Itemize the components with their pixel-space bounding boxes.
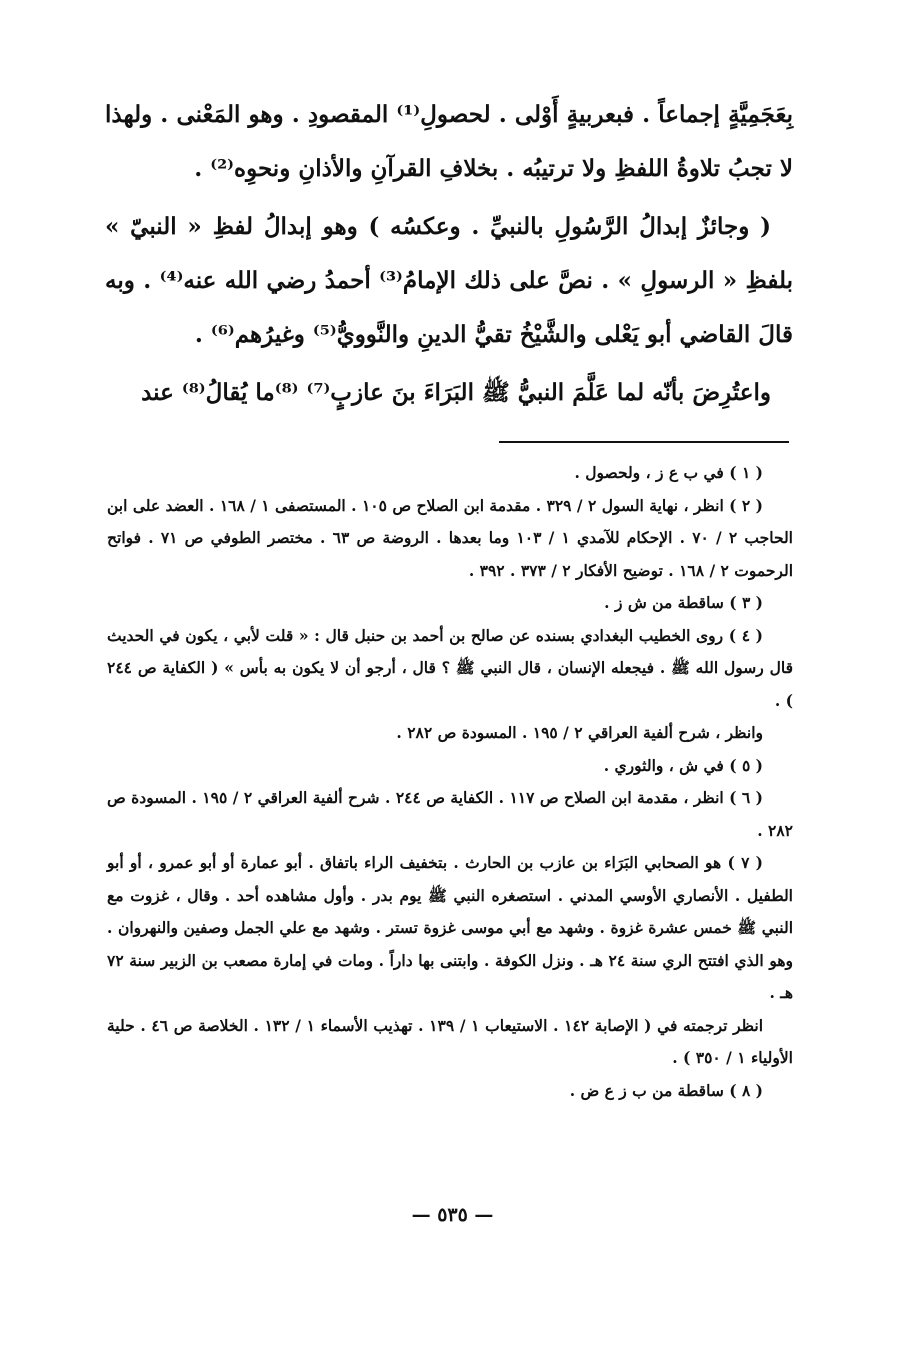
footnote: ( ١ ) في ب ع ز ، ولحصول . bbox=[574, 463, 763, 482]
footnote: ( ٧ ) هو الصحابي البَرَاء بن عازب بن الحارث . بتخفيف الراء باتفاق . أبو عمارة أو أبو عمرو ، أو أبو الطفيل . الأنصاري الأوسي المدني . استصغره النبي ﷺ يوم بدر . وأول مشاهده أحد . وقال ، غزوت مع النبي ﷺ خمس عشرة غزوة . وشهد مع أبي موسى غزوة تستر . وشهد مع علي الجمل وصفين والنهروان . وهو الذي افتتح الري سنة ٢٤ هـ . ونزل الكوفة . وابتنى بها داراً . ومات في إمارة مصعب بن الزبير سنة ٧٢ هـ . bbox=[107, 853, 793, 1002]
footnote: ( ٤ ) روى الخطيب البغدادي بسنده عن صالح بن أحمد بن حنبل قال : « قلت لأبي ، يكون في الحديث قال رسول الله ﷺ . فيجعله الإنسان ، قال النبي ﷺ ؟ قال ، أرجو أن لا يكون به بأس » ( الكفاية ص ٢٤٤ ) . bbox=[107, 625, 793, 710]
footnote: وانظر ، شرح ألفية العراقي ٢ / ١٩٥ . المسودة ص ٢٨٢ . bbox=[396, 723, 763, 742]
main-paragraph: بِعَجَمِيَّةٍ إجماعاً . فبعربيةٍ أَوْلى . لحصولِ⁽¹⁾ المقصودِ . وهو المَعْنى . ولهذا لا تجبُ تلاوةُ اللفظِ ولا ترتيبُه . بخلافِ القرآنِ والأذانِ ونحوِه⁽²⁾ . bbox=[105, 101, 793, 182]
main-paragraph: واعتُرِضَ بأنّه لما عَلَّمَ النبيُّ ﷺ البَرَاءَ بنَ عازبٍ⁽⁷⁾ ⁽⁸⁾ما يُقالُ⁽⁸⁾ عند bbox=[141, 379, 771, 406]
footnote: ( ٦ ) انظر ، مقدمة ابن الصلاح ص ١١٧ . الكفاية ص ٢٤٤ . شرح ألفية العراقي ٢ / ١٩٥ . المسودة ص ٢٨٢ . bbox=[107, 788, 793, 840]
footnote: ( ٣ ) ساقطة من ش ز . bbox=[604, 593, 763, 612]
footnotes bbox=[107, 457, 793, 1107]
footnote: ( ٢ ) انظر ، نهاية السول ٢ / ٣٢٩ . مقدمة ابن الصلاح ص ١٠٥ . المستصفى ١ / ١٦٨ . العضد على ابن الحاجب ٢ / ٧٠ . الإحكام للآمدي ١ / ١٠٣ وما بعدها . الروضة ص ٦٣ . مختصر الطوفي ص ٧١ . فواتح الرحموت ٢ / ١٦٨ . توضيح الأفكار ٢ / ٣٧٣ . ٣٩٢ . bbox=[107, 495, 793, 580]
footnote: ( ٥ ) في ش ، والثوري . bbox=[603, 755, 763, 775]
footnote: انظر ترجمته في ( الإصابة ١٤٢ . الاستيعاب ١ / ١٣٩ . تهذيب الأسماء ١ / ١٣٢ . الخلاصة ص ٤٦ . حلية الأولياء ١ / ٣٥٠ ) . bbox=[107, 1015, 793, 1067]
page-number: — ٥٣٥ — bbox=[411, 1204, 494, 1226]
footnote: ( ٨ ) ساقطة من ب ز ع ض . bbox=[569, 1080, 763, 1100]
main-text bbox=[105, 88, 793, 424]
main-paragraph: ( وجائزٌ إبدالُ الرَّسُولِ بالنبيِّ . وعكسُه ) وهو إبدالُ لفظِ « النبيّ » بلفظِ « الرسولِ » . نصَّ على ذلك الإمامُ⁽³⁾ أحمدُ رضي الله عنه⁽⁴⁾ . وبه قالَ القاضي أبو يَعْلى والشَّيْخُ تقيُّ الدينِ والنَّوويُّ⁽⁵⁾ وغيرُهم⁽⁶⁾ . bbox=[105, 213, 793, 348]
footnote-separator bbox=[499, 441, 789, 443]
